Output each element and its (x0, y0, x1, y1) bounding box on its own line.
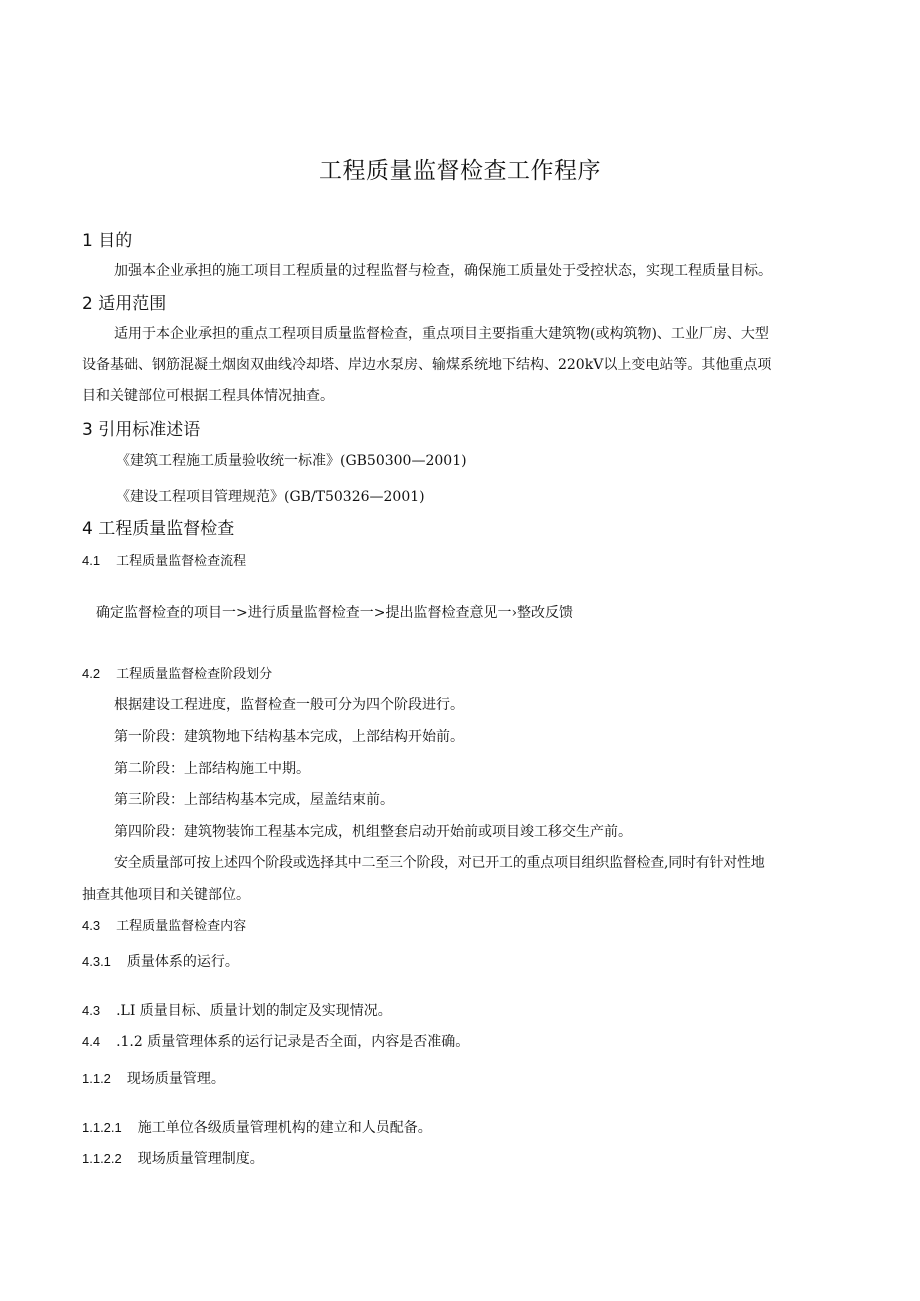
subsection-title: 工程质量监督检查流程 (116, 554, 247, 569)
reference-2: 《建设工程项目管理规范》(GB/T50326—2001) (116, 489, 425, 505)
item-number: 1.1.2 (82, 1071, 111, 1086)
section-2-heading: 2 适用范围 (82, 294, 167, 314)
stage-note-line-1: 安全质量部可按上述四个阶段或选择其中二至三个阶段，对已开工的重点项目组织监督检查,同时有针对性地 (114, 855, 765, 871)
subsection-title: 工程质量监督检查内容 (116, 919, 247, 934)
item-text: 施工单位各级质量管理机构的建立和人员配备。 (137, 1120, 432, 1136)
section-1-paragraph: 加强本企业承担的施工项目工程质量的过程监督与检查，确保施工质量处于受控状态，实现工程质量目标。 (114, 263, 772, 279)
section-2-line-3: 目和关键部位可根据工程具体情况抽查。 (82, 388, 334, 404)
content-item (82, 1148, 264, 1168)
document-title: 工程质量监督检查工作程序 (319, 158, 601, 184)
item-text: .LI 质量目标、质量计划的制定及实现情况。 (116, 1003, 392, 1019)
item-number: 4.3 (82, 1003, 101, 1018)
subsection-number: 4.3 (82, 918, 101, 933)
section-2-line-1: 适用于本企业承担的重点工程项目质量监督检查，重点项目主要指重大建筑物(或构筑物)、工业厂房、大型 (114, 326, 769, 342)
item-number: 4.3.1 (82, 954, 111, 969)
content-item (82, 951, 239, 971)
stage-3: 第三阶段：上部结构基本完成，屋盖结束前。 (114, 792, 394, 808)
stage-1: 第一阶段：建筑物地下结构基本完成，上部结构开始前。 (114, 729, 464, 745)
item-number: 1.1.2.2 (82, 1151, 122, 1166)
subsection-number: 4.1 (82, 553, 101, 568)
subsection-number: 4.2 (82, 666, 101, 681)
stage-4: 第四阶段：建筑物装饰工程基本完成，机组整套启动开始前或项目竣工移交生产前。 (114, 824, 632, 840)
content-item (82, 1000, 392, 1020)
section-4-heading: 4 工程质量监督检查 (82, 519, 235, 539)
section-1-heading: 1 目的 (82, 231, 133, 251)
stage-note-line-2: 抽查其他项目和关键部位。 (82, 887, 250, 903)
item-text: 现场质量管理。 (126, 1071, 225, 1087)
item-text: .1.2 质量管理体系的运行记录是否全面，内容是否准确。 (116, 1034, 470, 1050)
content-item (82, 1031, 469, 1051)
item-number: 4.4 (82, 1034, 101, 1049)
item-text: 质量体系的运行。 (126, 954, 239, 970)
item-number: 1.1.2.1 (82, 1120, 122, 1135)
subsection-title: 工程质量监督检查阶段划分 (116, 667, 273, 682)
subsection-4-3-heading (82, 915, 246, 934)
section-3-heading: 3 引用标准述语 (82, 420, 201, 440)
content-item (82, 1117, 432, 1137)
section-2-line-2: 设备基础、钢筋混凝土烟囱双曲线冷却塔、岸边水泵房、输煤系统地下结构、220kV以上变电站等。其他重点项 (82, 357, 772, 373)
process-flow: 确定监督检查的项目一>进行质量监督检查一>提出监督检查意见一›整改反馈 (96, 605, 574, 621)
stage-2: 第二阶段：上部结构施工中期。 (114, 761, 310, 777)
subsection-4-1-heading (82, 550, 246, 569)
item-text: 现场质量管理制度。 (137, 1151, 264, 1167)
reference-1: 《建筑工程施工质量验收统一标准》(GB50300—2001) (116, 453, 467, 469)
content-item (82, 1068, 225, 1088)
subsection-4-2-heading (82, 663, 272, 682)
stage-intro: 根据建设工程进度，监督检查一般可分为四个阶段进行。 (114, 697, 464, 713)
